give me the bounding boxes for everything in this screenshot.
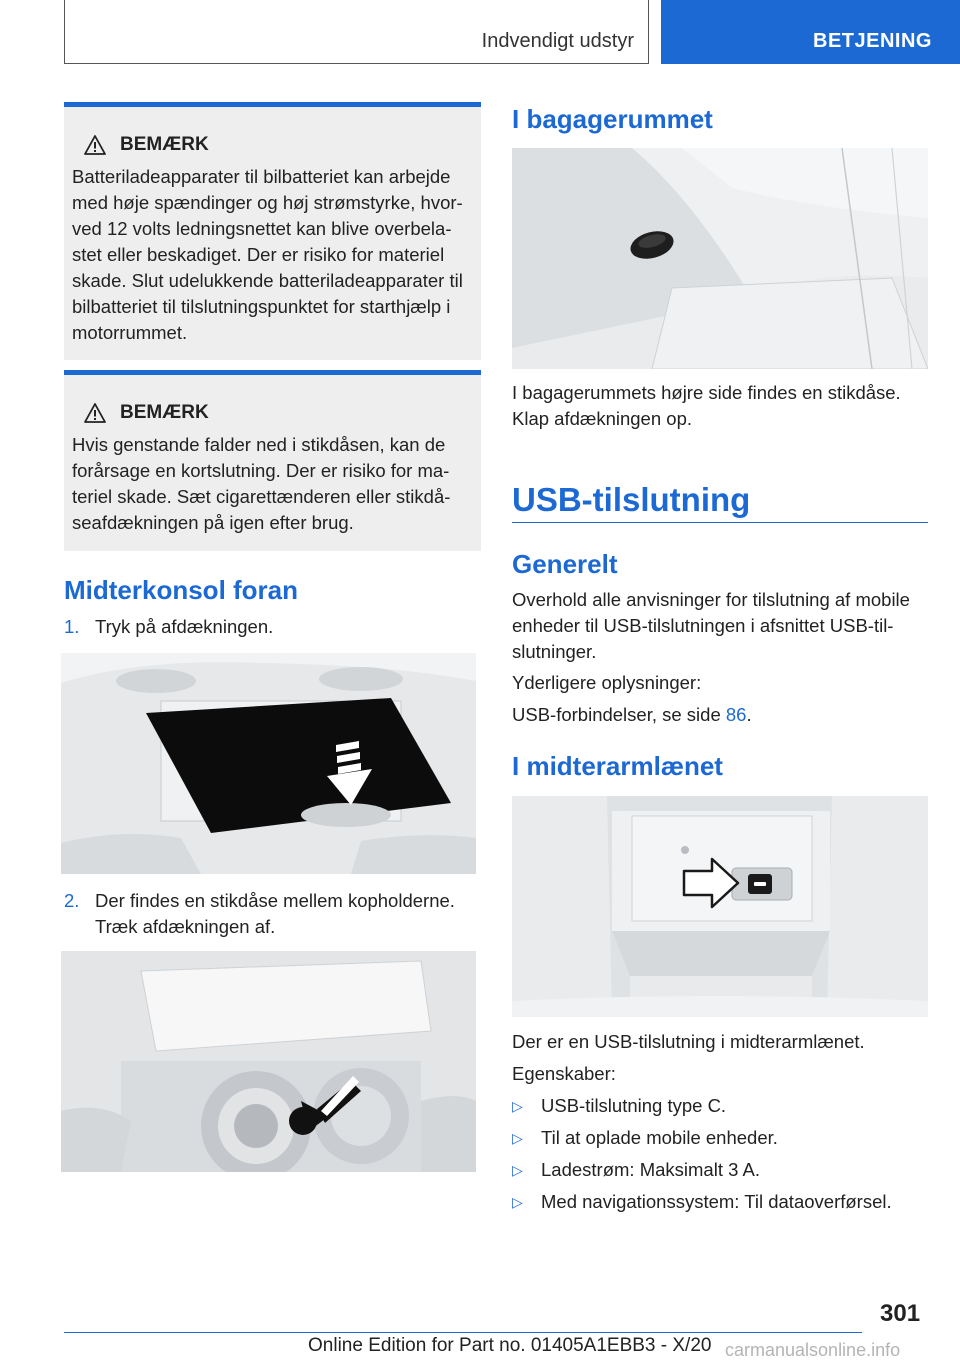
notice-body xyxy=(72,432,473,536)
reference-end: . xyxy=(746,704,752,725)
photo-cupholder-socket xyxy=(61,951,476,1172)
trunk-line: I bagagerummets højre side findes en stikdåse. xyxy=(512,382,901,403)
notice-box-charger xyxy=(64,102,481,360)
triangle-bullet-icon: ▷ xyxy=(512,1162,523,1178)
section-heading-general: Generelt xyxy=(512,549,618,579)
notice-title: BEMÆRK xyxy=(120,134,209,155)
step-text-line: Træk afdækningen af. xyxy=(95,916,276,937)
step-text-line: Der findes en stikdåse mellem kopholderne. xyxy=(95,890,455,911)
trunk-line: Klap afdækningen op. xyxy=(512,408,692,429)
photo-trunk-socket xyxy=(512,148,928,369)
feature-text: Til at oplade mobile enheder. xyxy=(541,1127,778,1148)
step-number: 2. xyxy=(64,890,80,911)
page-number: 301 xyxy=(880,1300,921,1327)
feature-item xyxy=(512,1093,726,1119)
notice-line: med høje spændinger og høj strømstyrke, hvor- xyxy=(72,192,463,213)
general-line: enheder til USB-tilslutningen i afsnittet USB-til- xyxy=(512,615,894,636)
chapter-heading-usb: USB-tilslutning xyxy=(512,481,751,518)
section-heading-armrest: I midterarmlænet xyxy=(512,751,723,781)
notice-title: BEMÆRK xyxy=(120,402,209,423)
header-chapter-tab xyxy=(661,0,960,64)
step-2 xyxy=(64,888,482,940)
photo-armrest-usb xyxy=(512,796,928,1017)
notice-line: forårsage en kortslutning. Der er risiko for ma- xyxy=(72,460,450,481)
footer-rule xyxy=(64,1332,862,1333)
more-info-label: Yderligere oplysninger: xyxy=(512,672,702,693)
page-link[interactable]: 86 xyxy=(725,704,747,725)
notice-line: motorrummet. xyxy=(72,322,188,343)
feature-item xyxy=(512,1189,892,1215)
general-line: Overhold alle anvisninger for tilslutning af mobile xyxy=(512,589,910,610)
feature-item xyxy=(512,1125,778,1151)
feature-text: Med navigationssystem: Til dataoverførsel. xyxy=(541,1191,892,1212)
header-section-title: Indvendigt udstyr xyxy=(481,30,634,52)
features-label: Egenskaber: xyxy=(512,1063,616,1084)
step-text: Tryk på afdækningen. xyxy=(95,616,274,637)
feature-item xyxy=(512,1157,760,1183)
warning-icon xyxy=(84,135,106,155)
notice-line: Batteriladeapparater til bilbatteriet kan arbejde xyxy=(72,166,451,187)
watermark: carmanualsonline.info xyxy=(725,1340,901,1360)
notice-box-socket xyxy=(64,370,481,551)
notice-line: bilbatteriet til tilslutningspunktet for starthjælp i xyxy=(72,296,451,317)
armrest-description: Der er en USB-tilslutning i midterarmlænet. xyxy=(512,1031,865,1052)
notice-title-row xyxy=(84,399,473,427)
photo-console-cover xyxy=(61,653,476,874)
header-chapter-title: BETJENING xyxy=(813,30,932,52)
section-heading-trunk: I bagagerummet xyxy=(512,104,713,134)
feature-text: Ladestrøm: Maksimalt 3 A. xyxy=(541,1159,760,1180)
reference-text: USB-forbindelser, se side xyxy=(512,704,726,725)
notice-line: ved 12 volts ledningsnettet kan blive overbela- xyxy=(72,218,452,239)
cross-reference xyxy=(512,702,752,728)
notice-line: skade. Slut udelukkende batteriladeapparater til xyxy=(72,270,463,291)
notice-line: teriel skade. Sæt cigarettænderen eller stikdå- xyxy=(72,486,451,507)
notice-line: seafdækningen på igen efter brug. xyxy=(72,512,354,533)
notice-line: Hvis genstande falder ned i stikdåsen, kan de xyxy=(72,434,446,455)
step-1 xyxy=(64,614,482,640)
heading-rule xyxy=(512,522,928,523)
footer-edition: Online Edition for Part no. 01405A1EBB3 - X/20 xyxy=(308,1335,712,1356)
notice-title-row xyxy=(84,131,473,159)
triangle-bullet-icon: ▷ xyxy=(512,1130,523,1146)
triangle-bullet-icon: ▷ xyxy=(512,1194,523,1210)
general-description xyxy=(512,587,932,665)
feature-text: USB-tilslutning type C. xyxy=(541,1095,727,1116)
general-line: slutninger. xyxy=(512,641,597,662)
step-number: 1. xyxy=(64,616,80,637)
header-section-box xyxy=(64,0,649,64)
step-text xyxy=(95,888,455,940)
triangle-bullet-icon: ▷ xyxy=(512,1098,523,1114)
trunk-description xyxy=(512,380,932,432)
section-heading-center-console: Midterkonsol foran xyxy=(64,575,299,605)
notice-line: stet eller beskadiget. Der er risiko for materiel xyxy=(72,244,445,265)
warning-icon xyxy=(84,403,106,423)
notice-body xyxy=(72,164,473,346)
